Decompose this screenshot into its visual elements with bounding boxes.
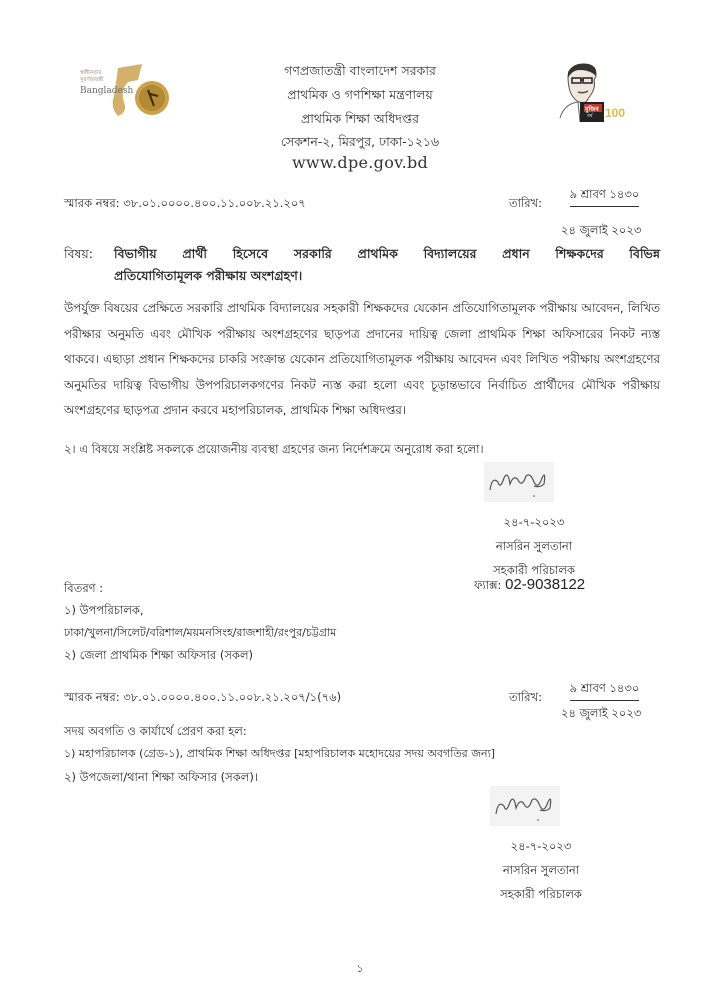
page-number: ১ [356, 962, 364, 975]
subject-line-1: বিভাগীয় প্রার্থী হিসেবে সরকারি প্রাথমিক বিদ্যালয়ের প্রধান শিক্ষকদের বিভিন্ন [114, 246, 660, 261]
memo-reference-number: ৩৮.০১.০০০০.৪০০.১১.০০৮.২১.২০৭ [123, 196, 306, 210]
logo-mujib-text: মুজিব [585, 106, 599, 113]
memo-2-date-bangla: ৯ শ্রাবণ ১৪৩০ [570, 680, 640, 701]
memo-2-item-1: ১) মহাপরিচালক (গ্রেড-১), প্রাথমিক শিক্ষা অধিদপ্তর [মহাপরিচালক মহোদয়ের সদয় অবগতির জন্য] [64, 747, 496, 760]
memo-date [553, 186, 656, 207]
signature-date: ২৪-৭-২০২৩ [503, 515, 565, 529]
date-bangla: ৯ শ্রাবণ ১৪৩০ [570, 186, 640, 207]
signatory-name: নাসরিন সুলতানা [495, 539, 573, 553]
subject-line-2: প্রতিযোগিতামূলক পরীক্ষায় অংশগ্রহণ। [114, 268, 303, 283]
memo-2-reference [64, 688, 341, 706]
signatory-2-name: নাসরিন সুলতানা [502, 863, 580, 877]
website-link[interactable]: www.dpe.gov.bd [291, 153, 429, 172]
distribution-item-1: ১) উপপরিচালক, [64, 603, 144, 617]
signatory-designation: সহকারী পরিচালক [493, 563, 575, 577]
handwritten-signature-icon [484, 462, 554, 502]
body-paragraph-2: ২। এ বিষয়ে সংশ্লিষ্ট সকলকে প্রয়োজনীয় ব্যবস্থা গ্রহণের জন্য নির্দেশক্রমে অনুরোধ করা হলো। [64, 442, 484, 456]
date-english: ২৪ জুলাই ২০২৩ [561, 223, 642, 237]
signature-block-2 [456, 834, 626, 906]
govt-name: গণপ্রজাতন্ত্রী বাংলাদেশ সরকার [284, 63, 436, 78]
distribution-label: বিতরণ : [64, 581, 104, 595]
logo-borsho-text: বর্ষ [587, 113, 593, 119]
body-paragraph-1: উপর্যুক্ত বিষয়ের প্রেক্ষিতে সরকারি প্রাথমিক বিদ্যালয়ের সহকারী শিক্ষকদের যেকোন প্রতিযোগিতামূলক পরীক্ষায় আবেদন, লিখিত পরীক্ষার অনুমতি এবং মৌখিক পরীক্ষায় অংশগ্রহণের ছাড়পত্র প্রদানের দায়িত্ব জেলা প্রাথমিক শিক্ষা অফিসারের নিকট ন্যস্ত থাকবে। এছাড়া প্রধান শিক্ষকদের চাকরি সংক্রান্ত যেকোন প্রতিযোগিতামূলক পরীক্ষায় আবেদন এবং লিখিত পরীক্ষায় অংশগ্রহণের অনুমতির দায়িত্ব বিভাগীয় উপপরিচালকগণের নিকট ন্যস্ত করা হলো এবং চূড়ান্তভাবে নির্বাচিত প্রার্থীদের মৌখিক পরীক্ষায় অংশগ্রহণের ছাড়পত্র প্রদান করবে মহাপরিচালক, প্রাথমিক শিক্ষা অধিদপ্তর। [64, 301, 660, 417]
memo-2-date [553, 680, 656, 701]
signature-block-1 [449, 510, 619, 582]
fax-number: 02-9038122 [505, 576, 586, 593]
directorate-name: প্রাথমিক শিক্ষা অধিদপ্তর [300, 111, 420, 126]
fax-info [474, 576, 585, 596]
signature-2-image [490, 786, 560, 826]
memo-reference-label: স্মারক নম্বর: [64, 196, 120, 210]
signatory-2-designation: সহকারী পরিচালক [500, 887, 582, 901]
distribution-item-1-detail: ঢাকা/খুলনা/সিলেট/বরিশাল/ময়মনসিংহ/রাজশাহী/রংপুর/চট্টগ্রাম [64, 626, 337, 639]
fax-label: ফ্যাক্স: [474, 578, 502, 592]
handwritten-signature-2-icon [490, 786, 560, 826]
logo-100-text: 100 [605, 106, 626, 120]
signature-image [484, 462, 554, 502]
logo-caption-1: স্বাধীনতার [80, 70, 102, 76]
logo-caption-2: সুবর্ণজয়ন্তী [80, 77, 104, 83]
memo-2-item-2: ২) উপজেলা/থানা শিক্ষা অফিসার (সকল)। [64, 770, 258, 784]
memo-2-intro: সদয় অবগতি ও কার্যার্থে প্রেরণ করা হল: [64, 724, 247, 738]
subject-label: বিষয়: [64, 246, 94, 261]
memo-reference [64, 194, 306, 212]
office-address: সেকশন-২, মিরপুর, ঢাকা-১২১৬ [280, 134, 440, 149]
signature-2-date: ২৪-৭-২০২৩ [510, 839, 572, 853]
ministry-name: প্রাথমিক ও গণশিক্ষা মন্ত্রণালয় [287, 87, 433, 102]
logo-caption-bangladesh: Bangladesh [80, 86, 134, 96]
distribution-item-2: ২) জেলা প্রাথমিক শিক্ষা অফিসার (সকল) [64, 648, 254, 662]
memo-2-reference-label: স্মারক নম্বর: [64, 690, 120, 704]
memo-2-reference-number: ৩৮.০১.০০০০.৪০০.১১.০০৮.২১.২০৭/১(৭৬) [123, 690, 342, 704]
memo-2-date-label: তারিখ: [509, 690, 543, 704]
memo-2-date-english: ২৪ জুলাই ২০২৩ [561, 706, 642, 720]
memo-date-label: তারিখ: [509, 196, 543, 210]
